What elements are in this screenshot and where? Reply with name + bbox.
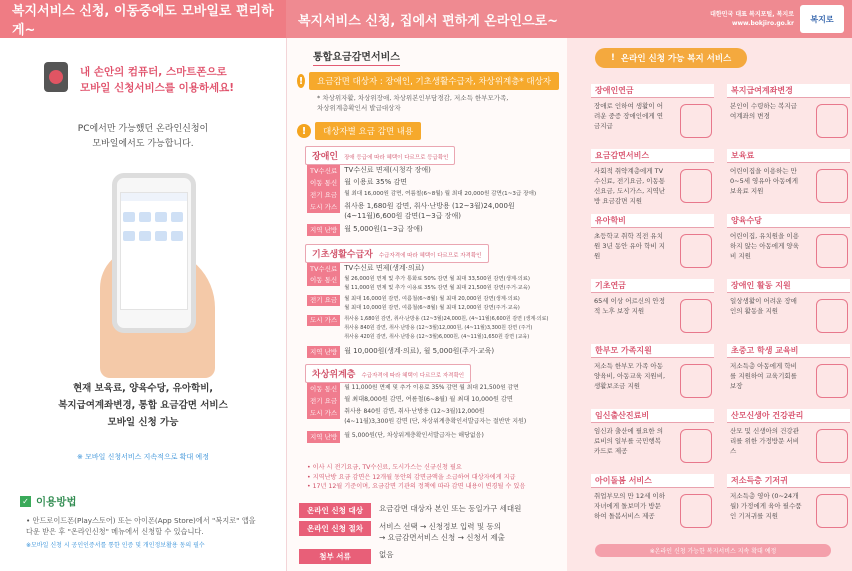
middle-column [286,38,567,571]
service-desc: 초등학교 취학 직전 유치원 3년 동안 유아 학비 지원 [594,232,665,260]
group-title-basic-recipient: 기초생활수급자 수급자격에 따라 혜택이 다르므로 자격확인 [305,244,489,263]
service-title: 초중고 학생 교육비 [727,344,850,358]
row: 도시 가스 취사용 1,680원 감면, 취사·난방용 (12~3월)24,000원 (4~11월)6,600원 감면(1~3급 장애) [307,201,515,221]
service-card [591,409,714,469]
service-icon [816,104,848,138]
service-card [591,214,714,274]
footnotes: • 이사 시 전기요금, TV수신료, 도시가스는 신규신청 필요 • 지역난방 요금 감면은 12개월 동안의 감면금액을 소급하여 대상자에게 지급 • 17년 12월 기준이며, 요금감면 기관의 정책에 따라 감면 내용이 변경될 수 있음 [307,464,526,490]
service-desc: 임신과 출산에 필요한 의료비의 일부를 국민행복카드로 제공 [594,427,663,455]
bokjiro-logo: 복지로 [800,5,844,33]
row: TV수신료 TV수신료 면제(생계·의료) [307,263,424,275]
service-title: 산모신생아 건강관리 [727,409,850,423]
service-icon [680,234,712,268]
service-desc: 저소득층 아동에게 학비를 지원하여 교육기회를 보장 [730,362,797,390]
exclamation-icon: ! [297,124,311,138]
service-desc: 어린이집을 이용하는 만0~5세 영유아 아동에게 보육료 지원 [730,167,799,195]
intro-text: 내 손안의 컴퓨터, 스마트폰으로 모바일 신청서비스를 이용하세요! [80,66,235,94]
service-card [727,84,850,144]
row: 전기 요금 월 최대8,000원 감면, 여름철(6~8월) 월 최대 10,000원 감면 [307,395,513,407]
content-pill: 대상자별 요금 감면 내용 [315,122,421,140]
service-title: 저소득층 기저귀 [727,474,850,488]
check-icon: ✓ [20,496,31,507]
exclamation-icon: ! [611,53,615,63]
brand-url: www.bokjiro.go.kr [731,20,794,27]
row: TV수신료 TV수신료 면제(시청각 장애) [307,165,431,177]
group-title-near-poverty: 차상위계층 수급자격에 따라 혜택이 다르므로 자격확인 [305,364,471,383]
online-services-title: ! 온라인 신청 가능 복지 서비스 [595,48,747,68]
service-icon [816,169,848,203]
service-card [591,149,714,209]
row: 도시 가스 취사용 1,680원 감면, 취사·난방용 (12~3월)24,000원, (4~11월)6,600원 감면 (생계·의료) 취사용 840원 감면, 취사·난방용 (12~3월)12,000원, (4~11월)3,300원 감면 (주거) 취사용 420원 감면, 취사·난방용 (12~3월)6,000원, (4~11월)1,650원 감면 (교육) [307,315,548,342]
section-title: 통합요금감면서비스 [313,48,400,66]
service-desc: 본인이 수령하는 복지급여계좌의 변경 [730,102,797,120]
brand-text [710,10,794,28]
service-icon [816,429,848,463]
service-title: 요금감면서비스 [591,149,714,163]
howto-title [20,494,77,509]
howto-desc: • 안드로이드폰(Play스토어) 또는 아이폰(App Store)에서 "복지로" 앱을 다운 받은 후 "온라인신청" 메뉴에서 신청할 수 있습니다. [26,516,256,536]
service-icon [816,494,848,528]
row: 이동 통신 월 26,000원 면제 및 추가 통화료 50% 감면 월 최대 33,500원 감면(생계·의료) 월 11,000원 면제 및 추가 이용료 35% 감면 월 최대 21,500원 감면(주거·교육) [307,275,530,293]
right-footer-note: ※온라인 신청 가능한 복지서비스 지속 확대 예정 [595,544,831,557]
service-desc: 저소득 한부모 가족 아동양육비, 아동교육 지원비, 생활보조금 지원 [594,362,666,390]
right-header [286,0,852,38]
service-icon [680,429,712,463]
content-line [297,122,559,140]
brand [710,5,844,33]
service-title: 양육수당 [727,214,850,228]
service-card [591,279,714,339]
service-title: 아이돌봄 서비스 [591,474,714,488]
service-card [727,149,850,209]
row: 전기 요금 월 최대 16,000원 감면, 여름철(6~8월) 월 최대 20,000원 감면(1~3급 장애) [307,189,536,201]
service-title: 기초연금 [591,279,714,293]
brand-line1: 대한민국 대표 복지포털, 복지로 [710,11,794,18]
service-desc: 저소득층 영아 (0~24개월) 가정에게 육아 필수품인 기저귀를 지원 [730,492,802,520]
service-card [727,344,850,404]
service-desc: 산모 및 신생아의 건강관리를 위한 가정방문 서비스 [730,427,799,455]
service-card [727,409,850,469]
service-icon [680,104,712,138]
service-title: 한부모 가족지원 [591,344,714,358]
phone-icon [112,173,196,333]
target-line [297,72,559,90]
service-icon [816,364,848,398]
target-note: * 차상위자활, 차상위장애, 차상위본인부담경감, 저소득 한부모가족, 차상위계층확인서 발급대상자 [317,94,509,112]
target-pill: 요금감면 대상자 : 장애인, 기초생활수급자, 차상위계층* 대상자 [309,72,559,90]
service-title: 유아학비 [591,214,714,228]
service-desc: 장애로 인하여 생활이 어려운 중증 장애인에게 연금지급 [594,102,663,130]
service-title: 임신출산진료비 [591,409,714,423]
info-row-target: 온라인 신청 대상 요금감면 대상자 본인 또는 동일가구 세대원 [299,503,521,518]
service-card [727,474,850,534]
left-header: 복지서비스 신청, 이동중에도 모바일로 편리하게~ [0,0,286,38]
row: 지역 난방 월 5,000원(1~3급 장애) [307,224,423,236]
service-icon [816,299,848,333]
service-card [727,214,850,274]
row: 이동 통신 월 11,000원 면제 및 추가 이용료 35% 감면 월 최대 21,500원 감면 [307,383,519,395]
row: 도시 가스 취사용 840원 감면, 취사·난방용 (12~3월)12,000원 (4~11월)3,300원 감면 (단, 차상위계층확인서발급자는 절반만 지원) [307,407,526,427]
service-desc: 어린이집, 유치원을 이용하지 않는 아동에게 양육비 지원 [730,232,799,260]
phone-in-hand-illustration [100,173,215,378]
info-row-documents: 첨부 서류 없음 [299,549,394,564]
right-column [567,38,852,571]
howto-note: ※모바일 신청 시 공인인증서를 통한 인증 및 개인정보활용 동의 필수 [26,542,205,549]
mobile-services: 현재 보육료, 양육수당, 유아학비, 복지급여계좌변경, 통합 요금감면 서비스 모바일 신청 가능 [58,383,228,428]
service-icon [680,169,712,203]
service-desc: 사회적 취약계층에게 TV수신료, 전기요금, 이동통신요금, 도시가스, 지역난방 요금감면 지원 [594,167,666,205]
info-row-procedure: 온라인 신청 절차 서비스 선택 → 신청정보 입력 및 동의 → 요금감면서비스 신청 → 신청서 제출 [299,521,505,543]
service-icon [816,234,848,268]
service-icon [680,364,712,398]
row: 전기 요금 월 최대 16,000원 감면, 여름철(6~8월) 월 최대 20,000원 감면(생계·의료) 월 최대 10,000원 감면, 여름철(6~8월) 월 최대 12,000원 감면(주거·교육) [307,295,520,313]
howto-label: 이용방법 [36,496,77,508]
service-title: 복지급여계좌변경 [727,84,850,98]
mobile-expand-note: ※ 모바일 신청서비스 지속적으로 확대 예정 [77,453,209,461]
service-title: 보육료 [727,149,850,163]
service-icon [680,299,712,333]
service-title: 장애인연금 [591,84,714,98]
row: 지역 난방 월 5,000원(단, 차상위계층확인서발급자는 해당없음) [307,431,484,443]
service-desc: 취업부모의 만 12세 이하 자녀에게 돌보미가 방문하여 돌봄서비스 제공 [594,492,665,520]
row: 지역 난방 월 10,000원(생계·의료), 월 5,000원(주거·교육) [307,346,494,358]
pc-text: PC에서만 가능했던 온라인신청이 모바일에서도 가능합니다. [77,124,209,149]
service-card [591,344,714,404]
row: 이동 통신 월 이용료 35% 감면 [307,177,407,189]
left-column [0,38,286,571]
service-card [591,84,714,144]
service-desc: 일상생활이 어려운 장애인의 활동을 지원 [730,297,797,315]
service-desc: 65세 이상 어르신의 안정적 노후 보장 지원 [594,297,665,315]
right-header-title: 복지서비스 신청, 집에서 편하게 온라인으로~ [298,13,558,29]
service-card [727,279,850,339]
service-icon [680,494,712,528]
group-title-disabled: 장애인 장애 등급에 따라 혜택이 다르므로 등급확인 [305,146,455,165]
exclamation-icon: ! [298,75,304,87]
smartphone-icon [44,62,68,92]
service-card [591,474,714,534]
service-title: 장애인 활동 지원 [727,279,850,293]
